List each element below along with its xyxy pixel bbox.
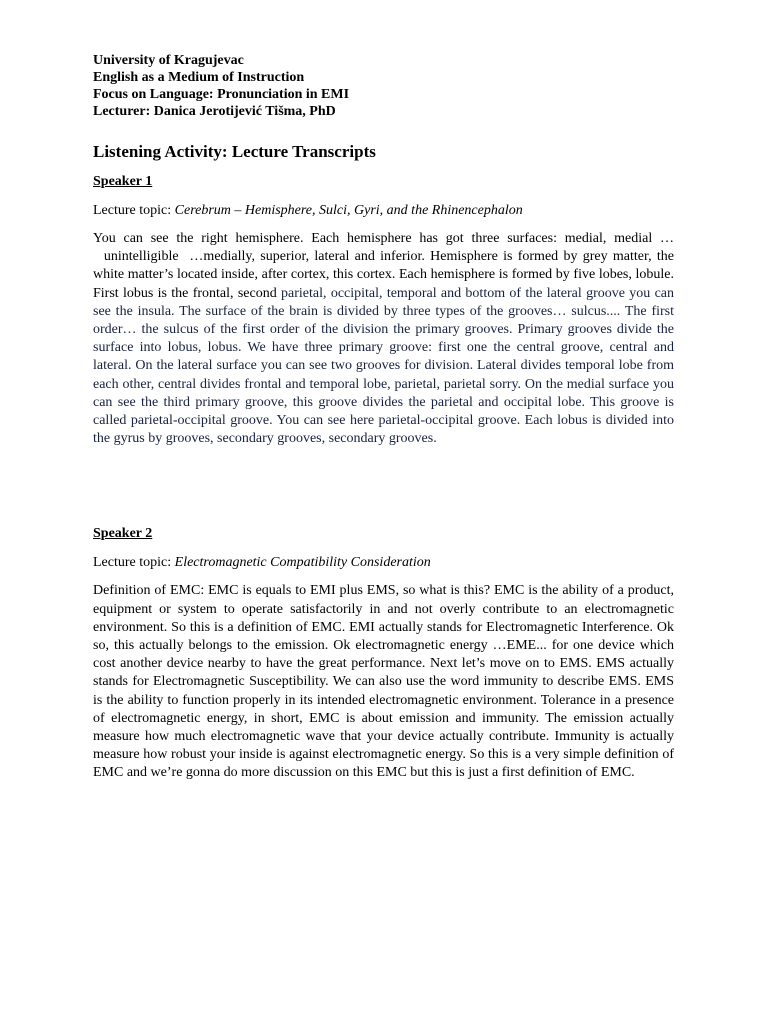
speaker1-transcript-part2: parietal, occipital, temporal and bottom of the lateral groove you can see the insula. The surface of the brain is divided by three types of the grooves… sulcus.... The first order… the sulcus of the first order of the division the primary grooves. Primary grooves divide the surface into lobus, lobus. We have three primary groove: first one the central groove, central and lateral. On the lateral surface you can see two grooves for division. Lateral divides temporal lobe from each other, central divides frontal and temporal lobe, parietal, parietal sorry. On the medial surface you can see the third primary groove, this groove divides the parietal and occipital lobe. This groove is called parietal-occipital groove. You can see here parietal-occipital groove. Each lobus is divided into the gyrus by grooves, secondary grooves, secondary grooves. bbox=[93, 285, 675, 447]
speaker1-topic bbox=[93, 202, 674, 219]
course-focus: Focus on Language: Pronunciation in EMI bbox=[93, 87, 350, 102]
page-title: Listening Activity: Lecture Transcripts bbox=[93, 142, 376, 161]
topic-prefix: Lecture topic: bbox=[93, 203, 175, 218]
speaker2-topic bbox=[93, 554, 674, 571]
topic-prefix: Lecture topic: bbox=[93, 555, 175, 571]
program-name: English as a Medium of Instruction bbox=[93, 70, 305, 85]
speaker2-heading: Speaker 2 bbox=[93, 526, 153, 542]
speaker2-transcript: Definition of EMC: EMC is equals to EMI plus EMS, so what is this? EMC is the ability of a product, equipment or system to operate satisfactorily in and not overly contribute to an electromagnetic environment. So this is a definition of EMC. EMI actually stands for Electromagnetic Interference. Ok so, this actually belongs to the emission. Ok electromagnetic energy …EME... for one device which cost another device nearby to have the great performance. Next let’s move on to EMS. EMS actually stands for Electromagnetic Susceptibility. We can also use the word immunity to describe EMS. EMS is the ability to function properly in its intended electromagnetic environment. Tolerance in a presence of electromagnetic energy, in short, EMC is about emission and immunity. The emission actually measure how much electromagnetic wave that your device actually contribute. Immunity is actually measure how robust your inside is against electromagnetic energy. So this is a very simple definition of EMC and we’re gonna do more discussion on this EMC but this is just a first definition of EMC. bbox=[93, 583, 674, 781]
speaker2-section bbox=[93, 525, 674, 782]
lecturer-name: Lecturer: Danica Jerotijević Tišma, PhD bbox=[93, 104, 336, 119]
speaker1-transcript bbox=[93, 230, 674, 448]
university-name: University of Kragujevac bbox=[93, 53, 244, 68]
speaker1-section bbox=[93, 173, 674, 448]
speaker1-topic-title: Cerebrum – Hemisphere, Sulci, Gyri, and the Rhinencephalon bbox=[174, 203, 523, 218]
document-header bbox=[93, 52, 674, 120]
speaker1-transcript-part1: You can see the right hemisphere. Each hemisphere has got three surfaces: medial, medial …  unintelligible …medially, superior, lateral and inferior. Hemisphere is formed by grey matter, the white matter’s located inside, after cortex, this cortex. Each hemisphere is formed by five lobes, lobule. First lobus is the frontal, second bbox=[93, 231, 674, 301]
speaker2-topic-title: Electromagnetic Compatibility Consideration bbox=[174, 555, 431, 571]
speaker1-heading: Speaker 1 bbox=[93, 174, 153, 189]
